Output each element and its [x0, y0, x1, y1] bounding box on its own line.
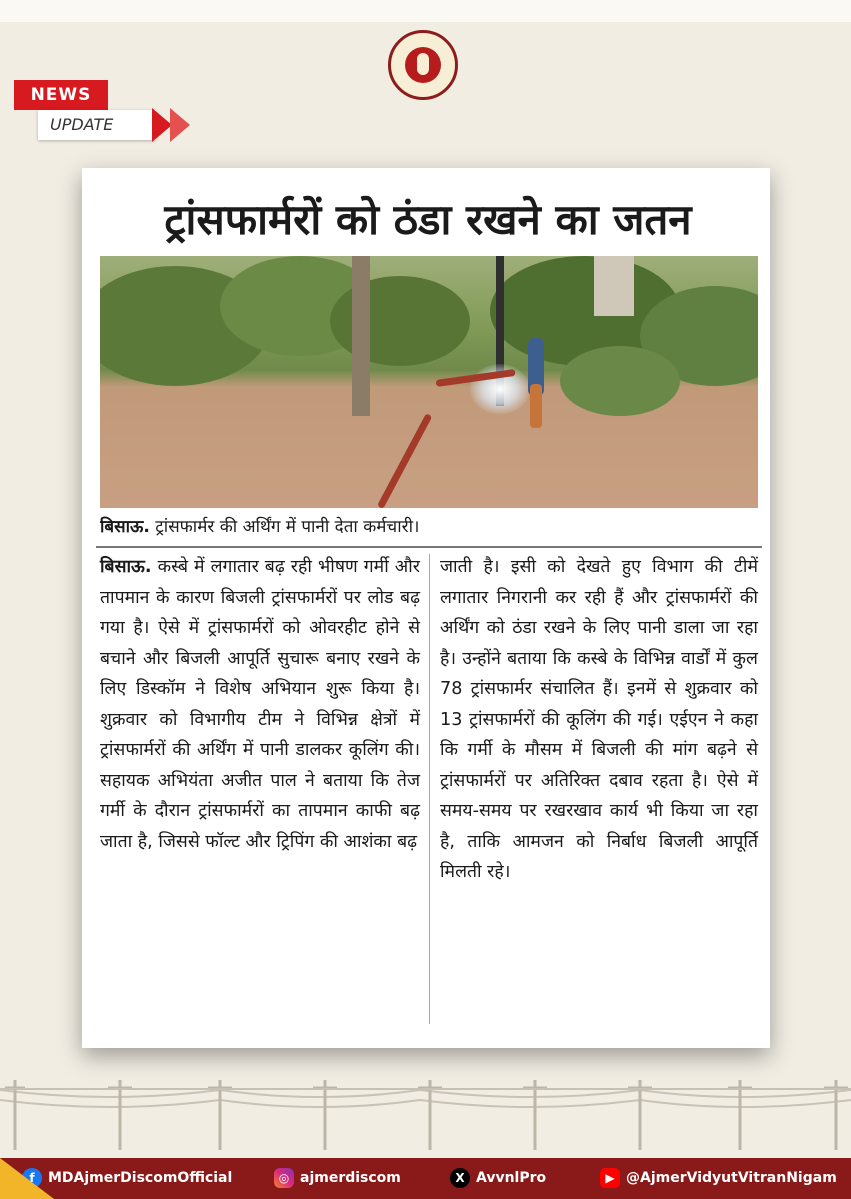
article-left-text: कस्बे में लगातार बढ़ रही भीषण गर्मी और तापमान के कारण बिजली ट्रांसफार्मरों पर लोड बढ़ गया है। ऐसे में ट्रांसफार्मरों को ओवरहीट होने से बचाने और बिजली आपूर्ति सुचारू बनाए रखने के लिए डिस्कॉम ने विशेष अभियान शुरू किया है। शुक्रवार को विभागीय टीम ने विभिन्न क्षेत्रों में ट्रांसफार्मरों की अर्थिंग में पानी डालकर कूलिंग की। सहायक अभियंता अजीत पाल ने बताया कि तेज गर्मी के दौरान ट्रांसफार्मरों का तापमान काफी बढ़ जाता है, जिससे फॉल्ट और ट्रिपिंग की आशंका बढ़: [100, 557, 420, 852]
social-bar: [0, 1158, 851, 1199]
social-youtube[interactable]: [600, 1158, 837, 1199]
caption-text: ट्रांसफार्मर की अर्थिंग में पानी देता कर्मचारी।: [155, 517, 420, 537]
article-column-left: [100, 552, 420, 857]
top-band: [0, 0, 851, 22]
article-photo: [100, 256, 758, 508]
news-badge: NEWS: [14, 80, 108, 110]
social-x[interactable]: [450, 1158, 546, 1199]
instagram-icon: ◎: [274, 1168, 294, 1188]
article-dateline: बिसाऊ.: [100, 557, 152, 577]
ground-line: [0, 1088, 851, 1090]
youtube-icon: ▶: [600, 1168, 620, 1188]
article-headline: ट्रांसफार्मरों को ठंडा रखने का जतन: [164, 195, 692, 244]
company-logo: [388, 30, 458, 100]
social-handle: MDAjmerDiscomOfficial: [48, 1170, 233, 1186]
chevron-right-icon: [170, 108, 190, 142]
x-icon: X: [450, 1168, 470, 1188]
caption-divider: [96, 546, 762, 548]
corner-accent: [0, 1158, 54, 1199]
social-handle: AvvnlPro: [476, 1170, 547, 1186]
update-badge: UPDATE: [38, 110, 156, 140]
power-lines-decoration: [0, 1060, 851, 1150]
social-instagram[interactable]: [274, 1158, 401, 1199]
social-handle: @AjmerVidyutVitranNigam: [626, 1170, 837, 1186]
chevron-right-icon: [152, 108, 172, 142]
article-column-right: [440, 552, 758, 888]
social-handle: ajmerdiscom: [300, 1170, 401, 1186]
caption-place: बिसाऊ.: [100, 517, 150, 537]
article-right-text: जाती है। इसी को देखते हुए विभाग की टीमें लगातार निगरानी कर रही हैं और ट्रांसफार्मरों की अर्थिंग को ठंडा रखने के लिए पानी डाला जा रहा है। उन्होंने बताया कि कस्बे के विभिन्न वार्डों में कुल 78 ट्रांसफार्मर संचालित हैं। इनमें से शुक्रवार को 13 ट्रांसफार्मरों की कूलिंग की गई। एईएन ने कहा कि गर्मी के मौसम में बिजली की मांग बढ़ने से ट्रांसफार्मरों पर अतिरिक्त दबाव रहता है। ऐसे में समय-समय पर रखरखाव कार्य भी किया जा रहा है, ताकि आमजन को निर्बाध बिजली आपूर्ति मिलती रहे।: [440, 557, 758, 882]
logo-drop-icon: [417, 53, 429, 75]
facebook-icon: f: [22, 1168, 42, 1188]
column-divider: [429, 554, 430, 1024]
photo-caption: [100, 512, 758, 542]
